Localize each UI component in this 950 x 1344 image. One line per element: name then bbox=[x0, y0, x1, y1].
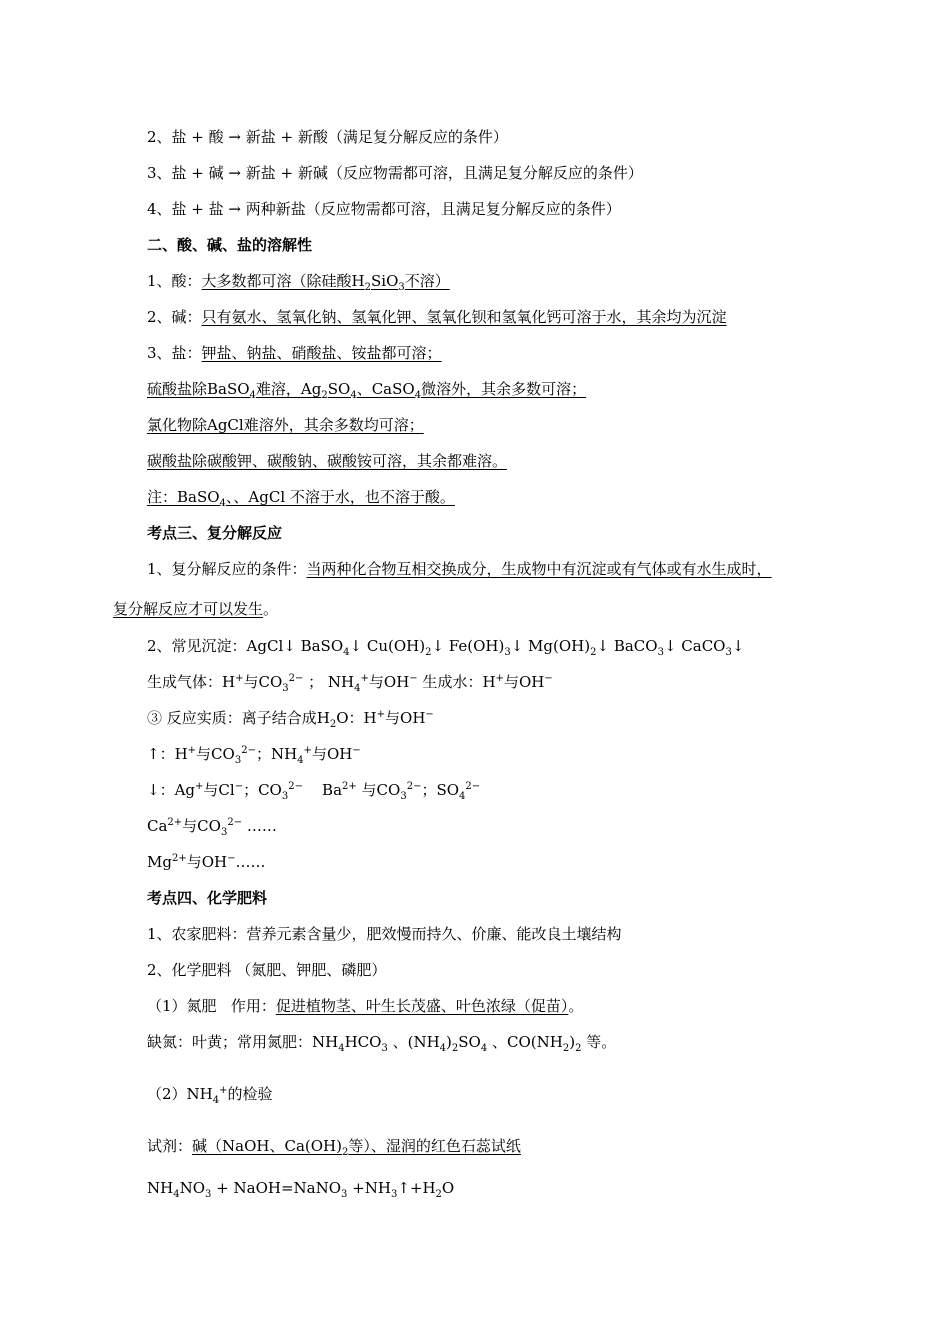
farm-manure: 1、农家肥料：营养元素含量少，肥效慢而持久、价廉、能改良土壤结构 bbox=[147, 925, 622, 943]
common-precipitates: 2、常见沉淀：AgCl↓ BaSO$_4$↓ $Cu(OH)_2↓$ $Fe(OH)_3↓$ $Mg(OH)_2↓$ BaCO$_3$↓ CaCO$_3$↓ bbox=[147, 637, 745, 658]
acid-solubility: 1、酸：大多数都可溶（除硅酸$H_2SiO_3$不溶） bbox=[147, 272, 450, 293]
calcium-carbonate-pair: $Ca^{2+}$与$CO_3^{2-}$ …… bbox=[147, 817, 277, 838]
section-heading-solubility: 二、酸、碱、盐的溶解性 bbox=[147, 236, 313, 254]
base-solubility: 2、碱：只有氨水、氢氧化钠、氢氧化钾、氢氧化钡和氢氧化钙可溶于水，其余均为沉淀 bbox=[147, 308, 727, 326]
nitrogen-deficiency: 缺氮：叶黄；常用氮肥：$NH_4HCO_3$ 、$(NH_4)_2SO_4$ 、$CO(NH_2)_2$ 等。 bbox=[147, 1033, 617, 1054]
salt-solubility: 3、盐：钾盐、钠盐、硝酸盐、铵盐都可溶； bbox=[147, 344, 442, 362]
sulfate-solubility: 硫酸盐除BaSO$_4$难溶，$Ag_2SO_4$、CaSO$_4$微溶外，其余多数可溶； bbox=[147, 380, 587, 401]
precipitate-ion-pairs: ↓：Ag+与Cl−；$CO_3^{2-}$ $Ba^{2+}$ 与$CO_3^{2-}$；$SO_4^{2-}$ bbox=[147, 781, 481, 802]
condition-line-1: 1、复分解反应的条件：当两种化合物互相交换成分，生成物中有沉淀或有气体或有水生成时， bbox=[147, 560, 772, 578]
chemical-fertilizers: 2、化学肥料 （氮肥、钾肥、磷肥） bbox=[147, 961, 387, 979]
reaction-essence: ③ 反应实质：离子结合成$H_2O$：H+与OH− bbox=[147, 709, 434, 730]
rule-salt-base: 3、盐 + 碱 → 新盐 + 新碱（反应物需都可溶，且满足复分解反应的条件） bbox=[147, 164, 643, 182]
ammonium-test-heading: $(2)NH_4^+$的检验 bbox=[147, 1085, 273, 1106]
section-heading-fertilizers: 考点四、化学肥料 bbox=[147, 889, 268, 907]
rule-salt-salt: 4、盐 + 盐 → 两种新盐（反应物需都可溶，且满足复分解反应的条件） bbox=[147, 200, 621, 218]
gas-water-formation: 生成气体：H+与$CO_3^{2-}$ ； $NH_4^+$与OH− 生成水：H+与OH− bbox=[147, 673, 553, 694]
chloride-solubility: 氯化物除AgCl难溶外，其余多数均可溶； bbox=[147, 416, 424, 434]
solubility-note: 注：BaSO$_4$、、AgCl 不溶于水，也不溶于酸。 bbox=[147, 488, 455, 509]
section-heading-double-decomposition: 考点三、复分解反应 bbox=[147, 524, 283, 542]
carbonate-solubility: 碳酸盐除碳酸钾、碳酸钠、碳酸铵可溶，其余都难溶。 bbox=[147, 452, 508, 470]
magnesium-hydroxide-pair: $Mg^{2+}$与OH−…… bbox=[147, 853, 266, 871]
nitrogen-fertilizer-role: （1）氮肥 作用：促进植物茎、叶生长茂盛、叶色浓绿（促苗）。 bbox=[147, 997, 584, 1015]
ammonium-nitrate-equation: $NH_4NO_3$ + NaOH=NaNO$_3$ $+NH_3↑+H_2O$ bbox=[147, 1179, 455, 1200]
condition-line-2: 复分解反应才可以发生。 bbox=[113, 600, 279, 618]
test-reagents: 试剂：碱（NaOH、$Ca(OH)_2$等）、湿润的红色石蕊试纸 bbox=[147, 1137, 521, 1158]
gas-ion-pairs: ↑：H+与$CO_3^{2-}$；$NH_4^+$与OH− bbox=[147, 745, 361, 766]
rule-salt-acid: 2、盐 + 酸 → 新盐 + 新酸（满足复分解反应的条件） bbox=[147, 128, 508, 146]
